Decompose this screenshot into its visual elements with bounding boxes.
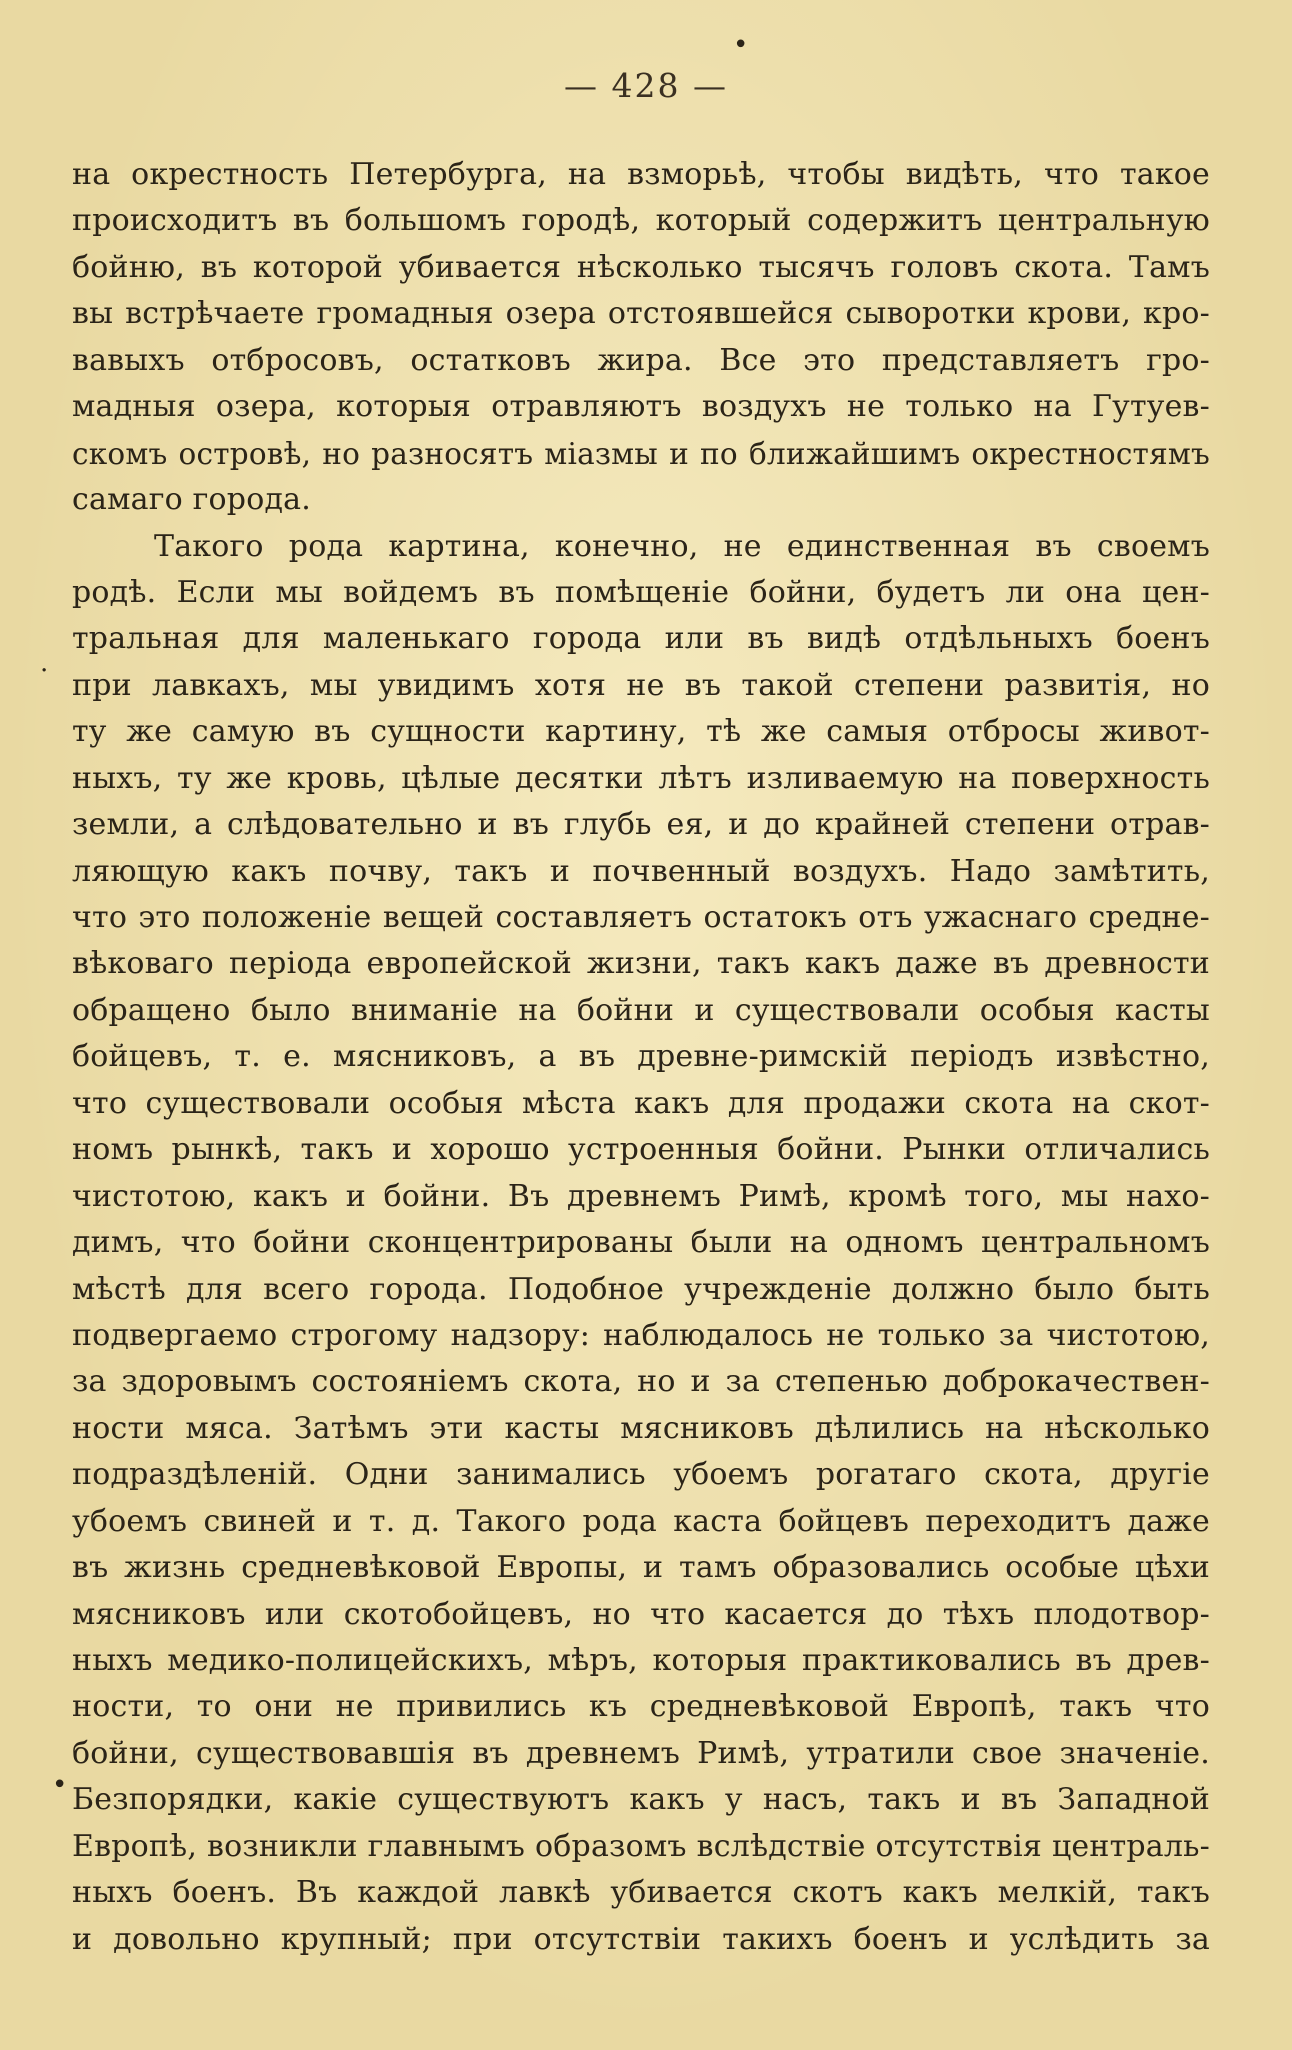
text-line: земли, а слѣдовательно и въ глубь ея, и до крайней степени отрав- (72, 807, 1210, 843)
text-line: за здоровымъ состояніемъ скота, но и за степенью доброкачествен- (72, 1364, 1210, 1400)
text-line: мадныя озера, которыя отравляютъ воздухъ не только на Гутуев- (72, 389, 1210, 425)
text-line: чистотою, какъ и бойни. Въ древнемъ Римѣ, кромѣ того, мы нахо- (72, 1178, 1210, 1214)
text-line: вавыхъ отбросовъ, остатковъ жира. Все это представляетъ гро- (72, 342, 1210, 378)
text-line: бойцевъ, т. е. мясниковъ, а въ древне-римскій періодъ извѣстно, (72, 1039, 1210, 1075)
text-line: при лавкахъ, мы увидимъ хотя не въ такой степени развитія, но (72, 667, 1210, 703)
text-line: ту же самую въ сущности картину, тѣ же самыя отбросы живот- (72, 714, 1210, 750)
text-line: родѣ. Если мы войдемъ въ помѣщеніе бойни, будетъ ли она цен- (72, 574, 1210, 610)
text-line: скомъ островѣ, но разносятъ міазмы и по ближайшимъ окрестностямъ (72, 436, 1210, 471)
text-line: Безпорядки, какіе существуютъ какъ у насъ, такъ и въ Западной (72, 1782, 1210, 1818)
text-line: вѣковаго періода европейской жизни, такъ какъ даже въ древности (72, 946, 1210, 982)
text-line: мѣстѣ для всего города. Подобное учрежденіе должно было быть (72, 1271, 1210, 1307)
ink-dot-left-1: . (40, 648, 49, 678)
page-number: — 428 — (564, 66, 728, 105)
text-line: ности мяса. Затѣмъ эти касты мясниковъ дѣлились на нѣсколько (72, 1410, 1210, 1446)
text-line: тральная для маленькаго города или въ видѣ отдѣльныхъ боенъ (72, 621, 1210, 657)
ink-dot-top: • (733, 30, 749, 60)
text-line: ныхъ боенъ. Въ каждой лавкѣ убивается скотъ какъ мелкій, такъ (72, 1875, 1210, 1911)
text-line: убоемъ свиней и т. д. Такого рода каста бойцевъ переходитъ даже (72, 1503, 1210, 1539)
text-line: самаго города. (72, 482, 311, 518)
text-line: номъ рынкѣ, такъ и хорошо устроенныя бойни. Рынки отличались (72, 1132, 1210, 1168)
text-line: ности, то они не привились къ средневѣковой Европѣ, такъ что (72, 1689, 1210, 1725)
text-line: что существовали особыя мѣста какъ для продажи скота на скот- (72, 1085, 1210, 1121)
text-line: ляющую какъ почву, такъ и почвенный воздухъ. Надо замѣтить, (72, 853, 1210, 889)
text-line: вы встрѣчаете громадныя озера отстоявшейся сыворотки крови, кро- (72, 296, 1210, 332)
paragraph-start-line: Такого рода картина, конечно, не единственная въ своемъ (154, 528, 1210, 564)
text-line: димъ, что бойни сконцентрированы были на одномъ центральномъ (72, 1225, 1210, 1261)
text-line: бойни, существовавшія въ древнемъ Римѣ, утратили свое значеніе. (72, 1735, 1210, 1771)
text-line: подраздѣленій. Одни занимались убоемъ рогатаго скота, другіе (72, 1457, 1210, 1493)
text-line: мясниковъ или скотобойцевъ, но что касается до тѣхъ плодотвор- (72, 1596, 1210, 1632)
text-line: на окрестность Петербурга, на взморьѣ, чтобы видѣть, что такое (72, 157, 1210, 192)
text-line: обращено было вниманіе на бойни и существовали особыя касты (72, 992, 1210, 1028)
text-line: происходитъ въ большомъ городѣ, который содержитъ центральную (72, 203, 1210, 239)
text-line: и довольно крупный; при отсутствіи такихъ боенъ и услѣдить за (72, 1921, 1210, 1957)
text-line: ныхъ медико-полицейскихъ, мѣръ, которыя практиковались въ древ- (72, 1643, 1210, 1678)
text-line: Европѣ, возникли главнымъ образомъ вслѣдствіе отсутствія централь- (72, 1828, 1210, 1864)
text-line: что это положеніе вещей составляетъ остатокъ отъ ужаснаго средне- (72, 900, 1210, 935)
text-line: подвергаемо строгому надзору: наблюдалось не только за чистотою, (72, 1317, 1210, 1353)
body-text (72, 152, 1210, 1963)
text-line: бойню, въ которой убивается нѣсколько тысячъ головъ скота. Тамъ (72, 249, 1210, 285)
text-line: ныхъ, ту же кровь, цѣлые десятки лѣтъ изливаемую на поверхность (72, 760, 1210, 796)
text-line: въ жизнь средневѣковой Европы, и тамъ образовались особые цѣхи (72, 1550, 1210, 1586)
ink-dot-left-2: • (52, 1770, 68, 1800)
